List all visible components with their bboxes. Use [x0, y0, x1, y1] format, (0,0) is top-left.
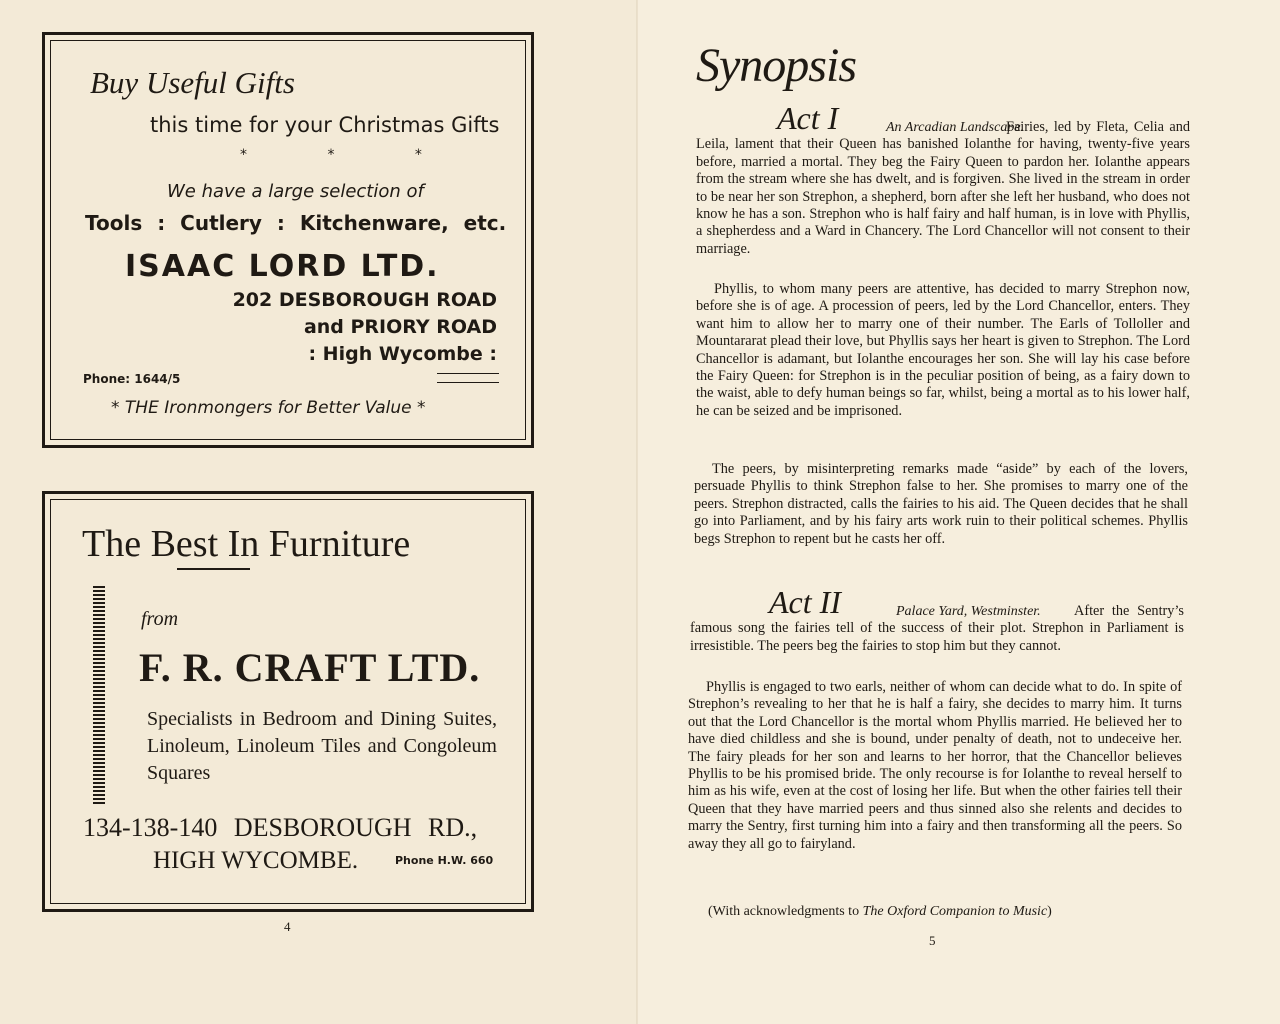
fr-craft-advert	[42, 491, 534, 912]
address-line-2: HIGH WYCOMBE.	[153, 847, 359, 874]
act-2-paragraph-2: Phyllis is engaged to two earls, neither of whom can decide what to do. In spite of Strephon’s revealing to her that he is half a fairy, she decides to marry him. It turns out that the Lord Chancellor is the mortal whom Phyllis married. He believed her to have died childless and she is bound, under penalty of death, not to undeceive her. The fairy pleads for her son and learns to her horror, that the Chancellor believes Phyllis to be his promised bride. The only recourse is for Iolanthe to reveal herself to him as his wife, even at the cost of losing her life. But when the other fairies tell their Queen that they have married peers and thus sinned also she relents and decides to marry the Sentry, first turning him into a fairy and then transforming all the peers. So away they all go to fairyland.	[688, 679, 1182, 852]
act-2-heading: Act II	[769, 584, 841, 620]
company-name: F. R. CRAFT LTD.	[139, 645, 481, 690]
ad-selection-text: We have a large selection of	[167, 181, 424, 202]
phone-number: Phone: 1644/5	[83, 372, 181, 386]
ad-title: Buy Useful Gifts	[90, 65, 295, 100]
act-1-heading: Act I	[777, 100, 839, 136]
company-name: ISAAC LORD LTD.	[125, 249, 440, 284]
double-rule	[437, 373, 499, 383]
ad-stars: * * *	[240, 147, 460, 163]
page-number: 5	[929, 933, 936, 948]
ad-product-list: Tools : Cutlery : Kitchenware, etc.	[85, 211, 507, 235]
ad-subtitle: this time for your Christmas Gifts	[150, 113, 500, 137]
phone-number: Phone H.W. 660	[395, 854, 494, 867]
ad-tagline: * THE Ironmongers for Better Value *	[111, 398, 426, 418]
act-1-setting: An Arcadian Landscape.	[886, 120, 1025, 135]
acknowledgement: (With acknowledgments to The Oxford Companion to Music)	[708, 904, 1052, 919]
act-2-setting: Palace Yard, Westminster.	[896, 604, 1041, 619]
act-1-paragraph-3: The peers, by misinterpreting remarks made “aside” by each of the lovers, persuade Phyllis to think Strephon false to her. She promises to marry one of the peers. Strephon distracted, calls the fairies to his aid. The Queen decides that he shall go into Parliament, and by his fairy arts work ruin to their political schemes. Phyllis begs Strephon to repent but he casts her off.	[694, 461, 1188, 547]
address-line-1: 202 DESBOROUGH ROAD	[232, 289, 497, 311]
address-line-1: 134-138-140 DESBOROUGH RD.,	[83, 813, 478, 842]
left-page	[0, 0, 638, 1024]
act-1-paragraph-1: Fairies, led by Fleta, Celia and Leila, lament that their Queen has banished Iolanthe for having, twenty-five years before, married a mortal. They beg the Fairy Queen to pardon her. Iolanthe appears from the stream where she has dwelt, and is forgiven. She lived in the stream in order to be near her son Strephon, a shepherd, born after she left her husband, who does not know he has a son. Strephon who is half fairy and half human, is in love with Phyllis, a shepherdess and a Ward in Chancery. The Lord Chancellor will not consent to their marriage.	[696, 119, 1190, 257]
decorative-bar-stack	[93, 586, 105, 806]
page-number: 4	[284, 919, 291, 934]
page-title: Synopsis	[696, 39, 856, 92]
ad-specialties: Specialists in Bedroom and Dining Suites, Linoleum, Linoleum Tiles and Congoleum Squares	[147, 708, 497, 784]
address-line-3: : High Wycombe :	[308, 343, 497, 365]
act-2-paragraph-1: After the Sentry’s famous song the fairies tell of the success of their plot. Strephon in Parliament is irresistible. The peers beg the fairies to stop him but they cannot.	[690, 603, 1184, 654]
ad-from-text: from	[141, 608, 179, 630]
headline-underline	[177, 568, 250, 570]
act-1-paragraph-2: Phyllis, to whom many peers are attentive, has decided to marry Strephon now, before she is of age. A procession of peers, led by the Lord Chancellor, enters. They want him to allow her to marry one of their number. The Earls of Tolloller and Mountararat plead their love, but Phyllis says her heart is given to Strephon. The Lord Chancellor is adamant, but Iolanthe encourages her son. She will lay his case before the Fairy Queen: for Strephon is in the peculiar position of being, as a fairy down to the waist, able to defy human beings so far, whilst, being a mortal as to his lower half, he can be seized and be imprisoned.	[696, 281, 1190, 419]
right-page	[638, 0, 1280, 1024]
isaac-lord-advert	[42, 32, 534, 448]
address-line-2: and PRIORY ROAD	[303, 316, 497, 338]
ad-headline: The Best In Furniture	[82, 523, 411, 565]
